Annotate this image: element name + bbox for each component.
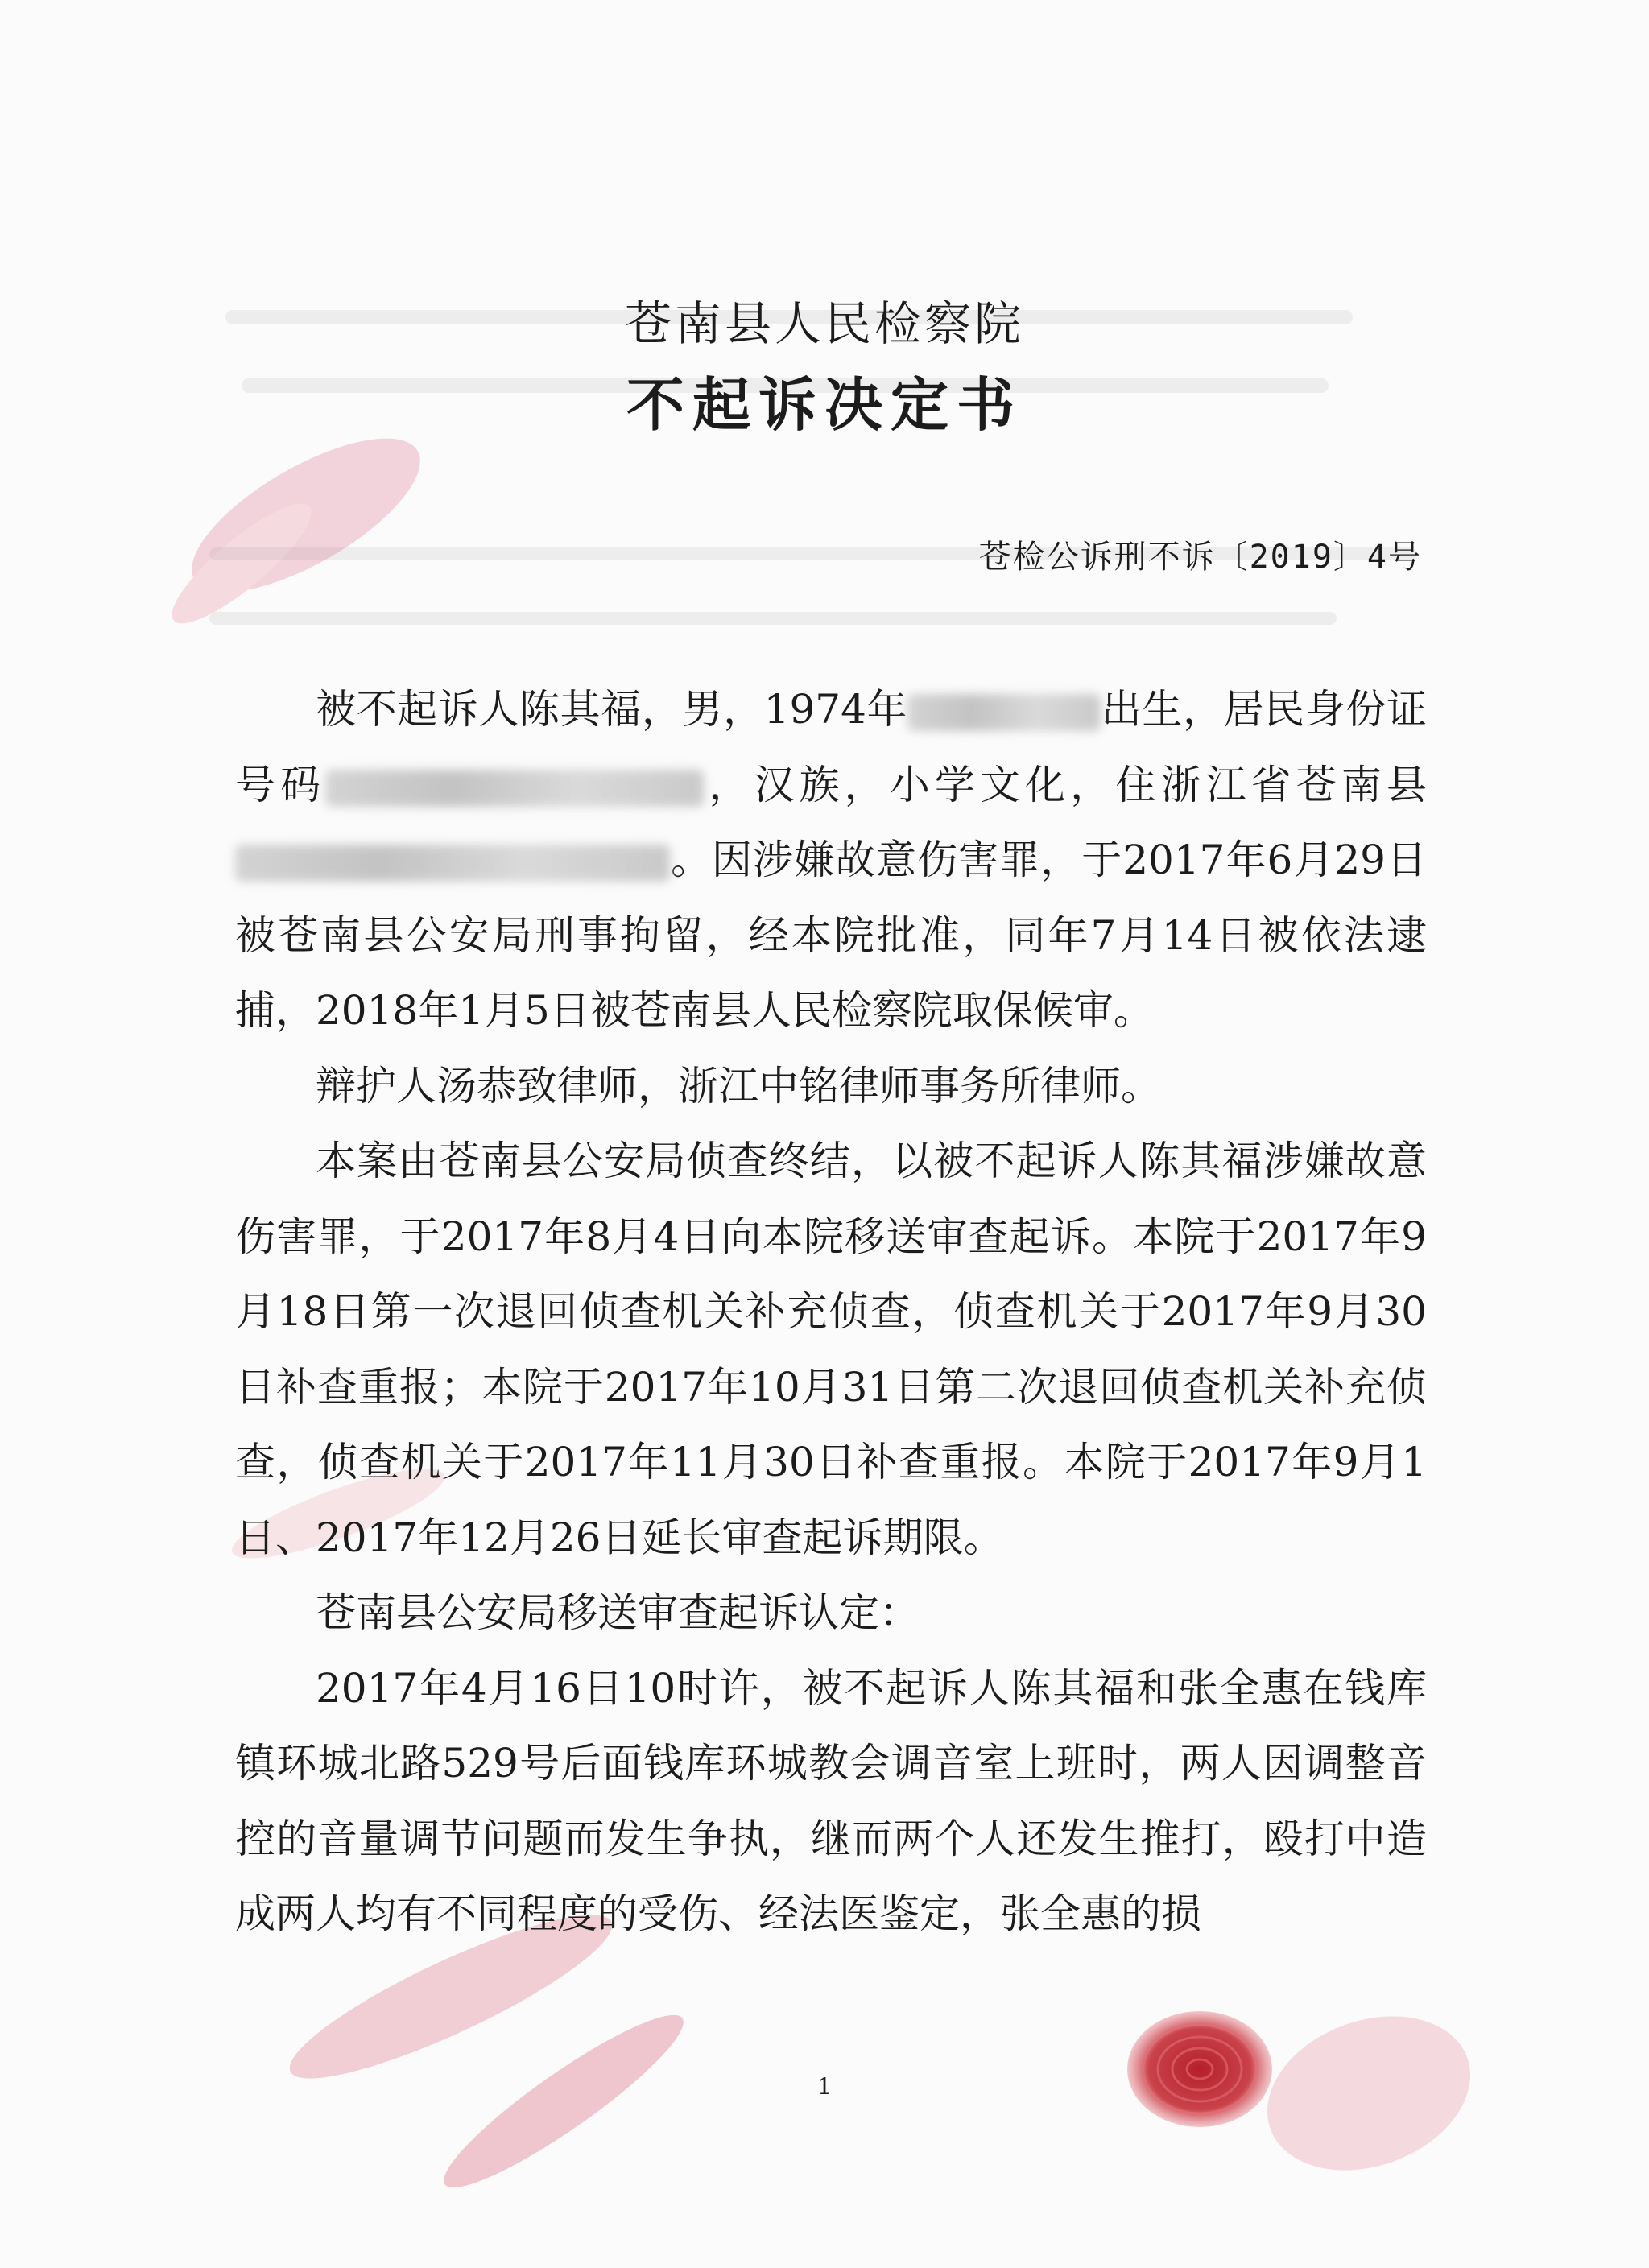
document-number: 苍检公诉刑不诉〔2019〕4号 (978, 539, 1422, 576)
p1-text-d: 。因涉嫌故意伤害罪，于2017年6月29日被苍南县公安局刑事拘留，经本院批准，同年7月14日被依法逮捕，2018年1月5日被苍南县人民检察院取保候审。 (235, 837, 1427, 1034)
fingerprint-icon (1119, 2001, 1280, 2138)
paragraph-incident: 2017年4月16日10时许，被不起诉人陈其福和张全惠在钱库镇环城北路529号后面钱库环城教会调音室上班时，两人因调整音控的音量调节问题而发生争执，继而两个人还发生推打，殴打中造成两人均有不同程度的受伤、经法医鉴定，张全惠的损 (235, 1664, 1427, 1937)
redacted-id-number (325, 770, 704, 807)
bleed-through-line-4 (209, 612, 1337, 625)
document-body (235, 672, 1427, 1952)
paragraph-police-finding-intro: 苍南县公安局移送审查起诉认定： (316, 1589, 920, 1636)
redacted-birthdate (907, 694, 1101, 731)
organization-name: 苍南县人民检察院 (624, 296, 1024, 351)
p1-text-b: 出生，居民身份证号码 (235, 686, 1427, 808)
paragraph-case-history: 本案由苍南县公安局侦查终结，以被不起诉人陈其福涉嫌故意伤害罪，于2017年8月4日向本院移送审查起诉。本院于2017年9月18日第一次退回侦查机关补充侦查，侦查机关于2017年9月30日补查重报；本院于2017年10月31日第二次退回侦查机关补充侦查，侦查机关于2017年11月30日补查重报。本院于2017年9月1日、2017年12月26日延长审查起诉期限。 (235, 1138, 1427, 1561)
page-number: 1 (817, 2073, 832, 2100)
paragraph-defendant-info (235, 672, 1427, 1049)
redacted-address (235, 845, 670, 882)
p1-text-a: 被不起诉人陈其福，男，1974年 (316, 686, 908, 733)
paragraph-defender: 辩护人汤恭致律师，浙江中铭律师事务所律师。 (316, 1062, 1161, 1109)
p1-text-c: ，汉族，小学文化，住浙江省苍南县 (704, 761, 1428, 808)
document-title: 不起诉决定书 (626, 370, 1023, 439)
